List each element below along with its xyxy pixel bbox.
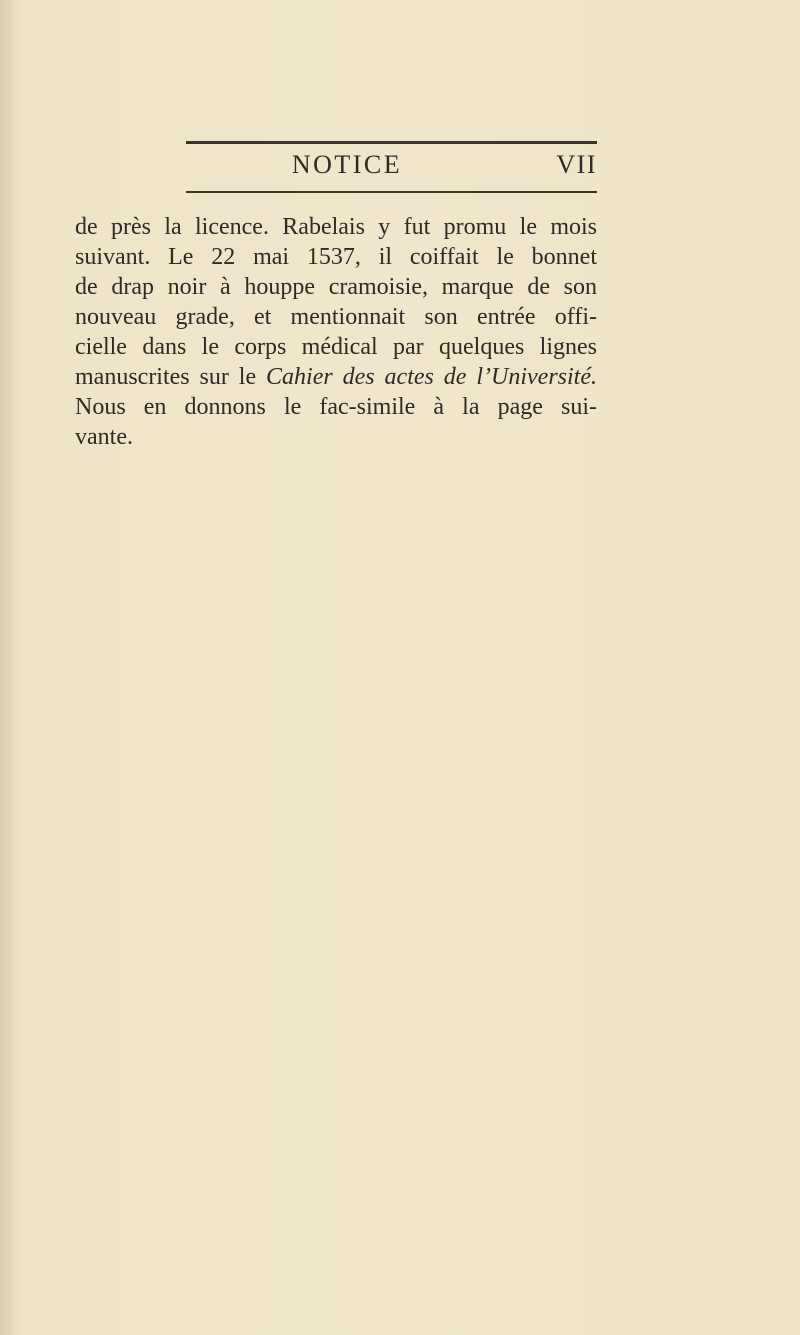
text-line-2: suivant. Le 22 mai 1537, il coiffait le bonnet — [75, 244, 597, 270]
book-title-italic: Cahier des actes de l’Université. — [266, 364, 597, 390]
header-rule-top — [186, 141, 597, 144]
text-line-5: cielle dans le corps médical par quelques lignes — [75, 334, 597, 360]
text-line-7: Nous en donnons le fac-simile à la page sui- — [75, 394, 597, 420]
text-line-6-roman: manuscrites sur le — [75, 364, 267, 390]
body-paragraph — [75, 212, 597, 452]
text-line-6 — [75, 362, 597, 392]
text-line-8: vante. — [75, 424, 133, 450]
page-number: VII — [556, 150, 597, 179]
page-gutter — [0, 0, 14, 1335]
text-line-3: de drap noir à houppe cramoisie, marque de son — [75, 274, 597, 300]
header-rule-bottom — [186, 191, 597, 193]
text-line-4: nouveau grade, et mentionnait son entrée offi- — [75, 304, 597, 330]
running-head-title: NOTICE — [291, 150, 403, 179]
text-line-1: de près la licence. Rabelais y fut promu le mois — [75, 214, 597, 240]
